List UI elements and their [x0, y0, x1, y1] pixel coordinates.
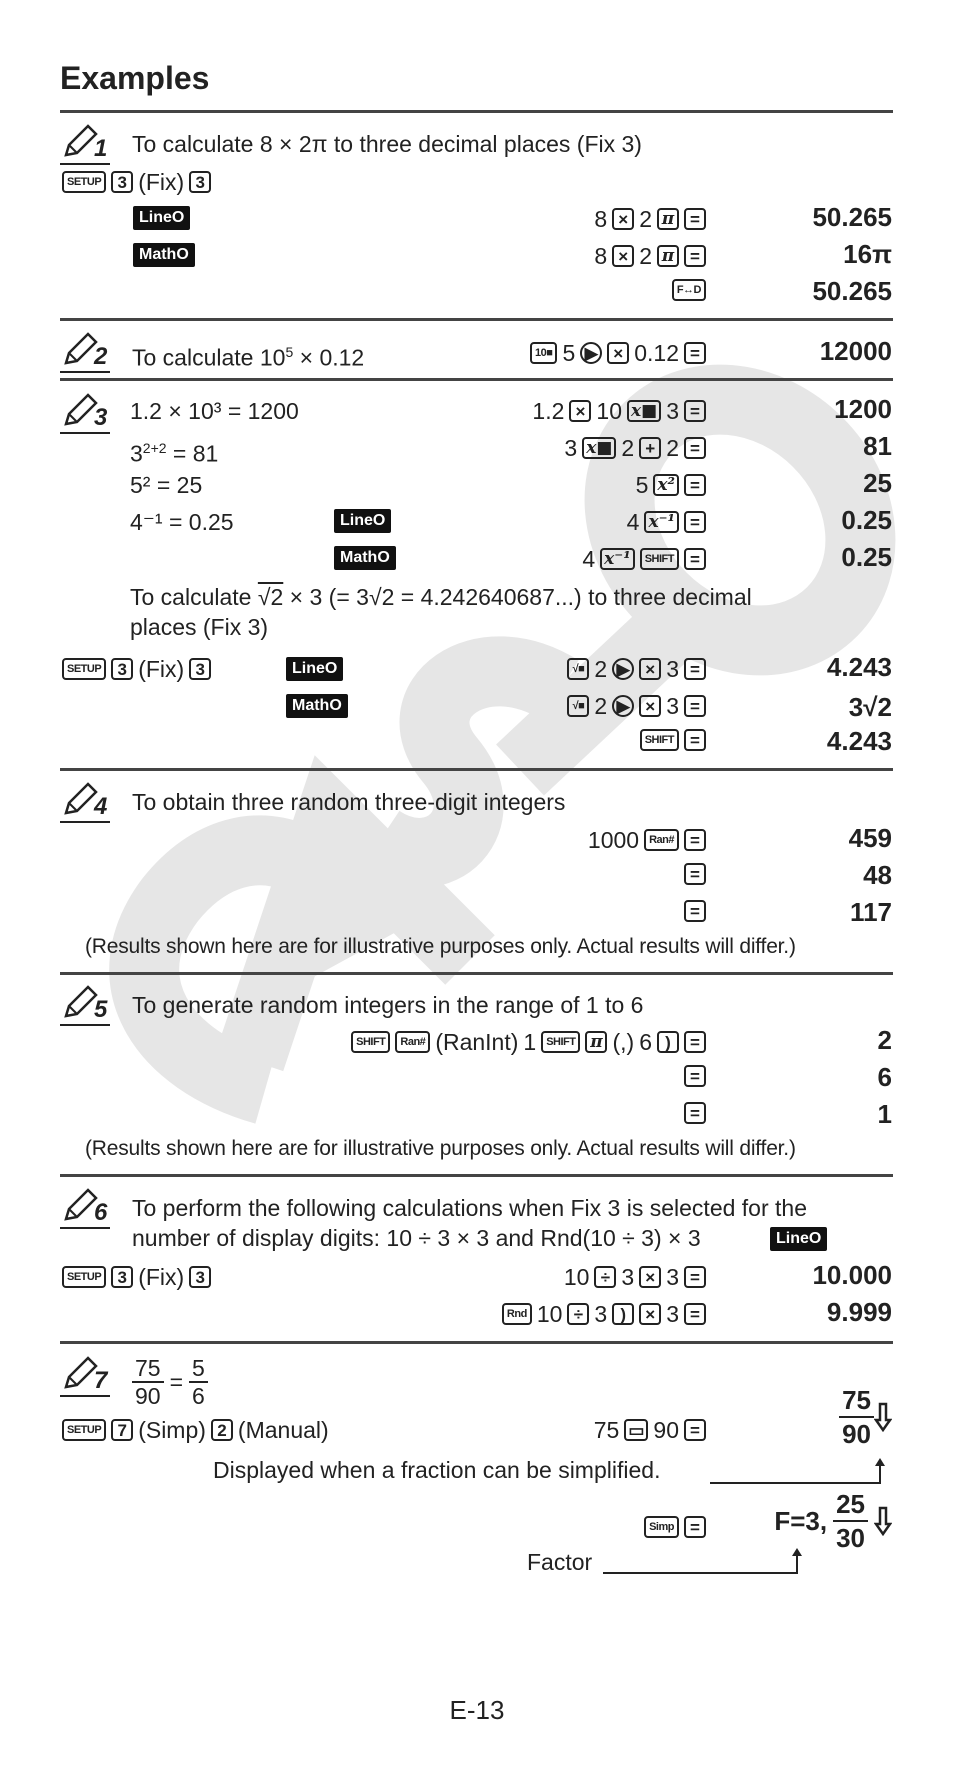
key-label: 3	[666, 693, 679, 719]
example-3-marker	[60, 392, 110, 432]
key-3[interactable]: 3	[189, 171, 211, 193]
numerator: 75	[839, 1384, 874, 1418]
example-3-keys-8	[640, 729, 706, 751]
numerator: 75	[132, 1355, 164, 1383]
equals-sign: =	[169, 1369, 184, 1395]
superscript: 5	[285, 344, 294, 360]
example-1-result-1: 50.265	[812, 202, 892, 232]
x-power-key[interactable]: x■	[582, 437, 616, 459]
pointer-arrow	[710, 1456, 890, 1486]
example-3-result-6: 4.243	[826, 652, 892, 682]
pi-key[interactable]: π	[585, 1031, 607, 1053]
equals-key[interactable]: =	[684, 400, 706, 422]
example-3-line-4: 4⁻¹ = 0.25	[130, 509, 234, 535]
right-arrow-key[interactable]: ▶	[612, 658, 634, 680]
fraction-key[interactable]: ▭	[624, 1419, 648, 1441]
example-2-marker	[60, 331, 110, 371]
multiply-key[interactable]: ×	[607, 342, 629, 364]
example-3-result-8: 4.243	[826, 726, 892, 756]
example-4-description: To obtain three random three-digit integers	[132, 789, 566, 815]
key-label: 10	[536, 1301, 563, 1327]
denominator: 30	[836, 1523, 865, 1553]
equals-key[interactable]: =	[684, 1031, 706, 1053]
simp-label: (Simp)	[138, 1417, 206, 1443]
simp-key[interactable]: Simp	[644, 1516, 679, 1538]
example-number: 7	[94, 1367, 108, 1394]
pointer-arrow	[603, 1546, 813, 1576]
ten-power-key[interactable]: 10■	[530, 342, 557, 364]
key-label: 0.12	[634, 340, 679, 366]
multiply-key[interactable]: ×	[612, 245, 634, 267]
equals-key[interactable]: =	[684, 342, 706, 364]
key-label: 2	[639, 243, 652, 269]
pi-key[interactable]: π	[657, 208, 679, 230]
x-inverse-key[interactable]: x⁻¹	[600, 548, 635, 570]
section-divider	[60, 318, 893, 321]
close-paren-key[interactable]: )	[612, 1303, 634, 1325]
key-label: 2	[594, 656, 608, 682]
desc-text: 3	[130, 440, 143, 467]
example-6-result-2: 9.999	[826, 1297, 892, 1327]
sqrt-expression: √2	[257, 584, 284, 610]
key-label: 2	[639, 206, 652, 232]
example-3-result-3: 25	[863, 468, 892, 498]
equals-key[interactable]: =	[684, 900, 706, 922]
example-5-result-2: 6	[877, 1062, 892, 1092]
matho-badge: MathO	[334, 546, 396, 570]
desc-text: To calculate 10	[132, 344, 286, 371]
desc-text: To calculate	[130, 584, 258, 610]
key-label: 10	[596, 398, 622, 424]
ranint-label: (RanInt)	[435, 1029, 519, 1055]
key-label: 3	[564, 435, 578, 461]
fraction	[132, 1355, 164, 1409]
example-3-result-2: 81	[863, 431, 892, 461]
page-title: Examples	[60, 60, 210, 96]
example-5-result-1: 2	[877, 1025, 892, 1055]
example-4-result-2: 48	[863, 860, 892, 890]
desc-text: × 3 (= 3√2 = 4.242640687...) to three decimal	[283, 584, 752, 610]
equals-key[interactable]: =	[684, 863, 706, 885]
factor-label: Factor	[527, 1549, 593, 1575]
equals-key[interactable]: =	[684, 829, 706, 851]
multiply-key[interactable]: ×	[639, 695, 661, 717]
shift-key[interactable]: SHIFT	[351, 1031, 390, 1053]
key-label: 4	[582, 546, 596, 572]
matho-badge: MathO	[133, 243, 195, 267]
key-3[interactable]: 3	[189, 1266, 211, 1288]
example-4-note: (Results shown here are for illustrative purposes only. Actual results will differ.)	[85, 935, 796, 958]
fix-label: (Fix)	[138, 656, 185, 682]
ran-key[interactable]: Ran#	[395, 1031, 430, 1053]
factor-value: F=3,	[774, 1505, 828, 1536]
example-6-marker	[60, 1187, 110, 1227]
fix-label: (Fix)	[138, 1264, 185, 1290]
example-3-setup-keys	[62, 655, 211, 683]
example-5-keys-3	[684, 1102, 706, 1124]
key-label: 2	[666, 435, 679, 461]
key-2[interactable]: 2	[211, 1419, 233, 1441]
example-3-line-3: 5² = 25	[130, 472, 203, 498]
example-1-result-2: 16π	[843, 239, 892, 269]
key-3[interactable]: 3	[111, 658, 133, 680]
example-4-keys-2	[684, 863, 706, 885]
example-4-keys-1	[588, 826, 706, 854]
lineo-badge: LineO	[334, 509, 391, 533]
example-7-result-2	[774, 1488, 892, 1554]
lineo-badge: LineO	[770, 1227, 827, 1251]
equals-key[interactable]: =	[684, 695, 706, 717]
x-power-key[interactable]: x■	[627, 400, 661, 422]
example-1-setup-keys	[62, 168, 211, 196]
simplify-indicator-icon	[874, 1506, 892, 1536]
fraction	[839, 1384, 874, 1450]
example-2-description	[132, 338, 364, 372]
shift-key[interactable]: SHIFT	[640, 548, 679, 570]
example-5-description: To generate random integers in the range of 1 to 6	[132, 992, 644, 1018]
example-number: 6	[94, 1199, 108, 1226]
example-6-description-1: To perform the following calculations when Fix 3 is selected for the	[132, 1195, 807, 1221]
key-label: 2	[594, 693, 608, 719]
key-label: 75	[593, 1417, 620, 1443]
example-3-result-4: 0.25	[841, 505, 892, 535]
setup-key[interactable]: SETUP	[62, 658, 106, 680]
denominator: 90	[842, 1419, 871, 1449]
sqrt-key[interactable]: √■	[567, 658, 589, 680]
manual-label: (Manual)	[237, 1417, 329, 1443]
example-5-keys-1	[351, 1028, 706, 1056]
example-3-result-5: 0.25	[841, 542, 892, 572]
example-3-result-7: 3√2	[848, 692, 892, 722]
equals-key[interactable]: =	[684, 1303, 706, 1325]
key-label: 3	[666, 1264, 679, 1290]
example-7-keys-1	[594, 1416, 706, 1444]
example-5-result-3: 1	[877, 1099, 892, 1129]
key-label: 2	[621, 435, 635, 461]
key-label: 1000	[587, 827, 640, 853]
simplify-indicator-icon	[874, 1402, 892, 1432]
equals-key[interactable]: =	[684, 208, 706, 230]
key-3[interactable]: 3	[111, 1266, 133, 1288]
key-label: 1	[523, 1029, 537, 1055]
example-3-description-2	[130, 583, 752, 611]
sqrt-key[interactable]: √■	[567, 695, 589, 717]
example-number: 4	[94, 793, 108, 820]
lineo-badge: LineO	[286, 657, 343, 681]
denominator: 6	[192, 1383, 205, 1409]
example-6-description-2: number of display digits: 10 ÷ 3 × 3 and Rnd(10 ÷ 3) × 3	[132, 1225, 701, 1251]
example-3-keys-4	[627, 508, 706, 536]
example-2-keys	[530, 339, 706, 367]
example-3-line-2	[130, 434, 218, 468]
key-3[interactable]: 3	[189, 658, 211, 680]
key-label: 5	[635, 472, 649, 498]
example-3-keys-3	[636, 471, 706, 499]
example-number: 3	[94, 404, 108, 431]
key-label: 3	[666, 656, 679, 682]
key-label: 1.2	[532, 398, 565, 424]
right-arrow-key[interactable]: ▶	[612, 695, 634, 717]
example-7-result-1	[839, 1384, 892, 1450]
denominator: 90	[135, 1383, 161, 1409]
example-6-keys-2	[502, 1300, 706, 1328]
key-label: 90	[653, 1417, 679, 1443]
example-number: 2	[94, 343, 108, 370]
key-label: 3	[666, 1301, 679, 1327]
equals-key[interactable]: =	[684, 511, 706, 533]
multiply-key[interactable]: ×	[639, 1266, 661, 1288]
key-7[interactable]: 7	[111, 1419, 133, 1441]
example-3-keys-2	[564, 434, 706, 462]
key-label: 3	[621, 1264, 635, 1290]
multiply-key[interactable]: ×	[569, 400, 591, 422]
equals-key[interactable]: =	[684, 1065, 706, 1087]
multiply-key[interactable]: ×	[612, 208, 634, 230]
example-3-result-1: 1200	[834, 394, 892, 424]
example-7-marker	[60, 1355, 110, 1395]
section-divider	[60, 378, 893, 381]
divide-key[interactable]: ÷	[567, 1303, 589, 1325]
key-label: 4	[626, 509, 640, 535]
fd-key[interactable]: F↔D	[672, 279, 706, 301]
example-1-keys-row2	[594, 242, 706, 270]
key-label: 8	[594, 243, 608, 269]
pi-key[interactable]: π	[657, 245, 679, 267]
example-3-description-3: places (Fix 3)	[130, 614, 269, 640]
multiply-key[interactable]: ×	[639, 1303, 661, 1325]
section-divider	[60, 1341, 893, 1344]
key-label: 10	[563, 1264, 590, 1290]
example-4-keys-3	[684, 900, 706, 922]
example-5-note: (Results shown here are for illustrative purposes only. Actual results will differ.)	[85, 1137, 796, 1160]
equals-key[interactable]: =	[684, 1419, 706, 1441]
key-label: 5	[562, 340, 576, 366]
key-3[interactable]: 3	[111, 171, 133, 193]
equals-key[interactable]: =	[684, 658, 706, 680]
numerator: 5	[189, 1355, 208, 1383]
example-7-note-1: Displayed when a fraction can be simplified.	[213, 1457, 661, 1483]
fraction	[189, 1355, 208, 1409]
rnd-key[interactable]: Rnd	[502, 1303, 532, 1325]
plus-key[interactable]: +	[639, 437, 661, 459]
example-1-description: To calculate 8 × 2π to three decimal places (Fix 3)	[132, 131, 642, 157]
equals-key[interactable]: =	[684, 1102, 706, 1124]
section-divider	[60, 1174, 893, 1177]
example-7-keys-2	[644, 1516, 706, 1538]
example-5-keys-2	[684, 1065, 706, 1087]
x-squared-key[interactable]: x²	[653, 474, 679, 496]
setup-key[interactable]: SETUP	[62, 1419, 106, 1441]
example-1-keys-row1	[594, 205, 706, 233]
comma-label: (,)	[612, 1029, 635, 1055]
example-6-setup-keys	[62, 1263, 211, 1291]
example-3-line-1: 1.2 × 10³ = 1200	[130, 398, 299, 424]
matho-badge: MathO	[286, 694, 348, 718]
example-3-keys-6	[567, 655, 706, 683]
equals-key[interactable]: =	[684, 1266, 706, 1288]
desc-text: = 81	[166, 440, 219, 467]
key-label: 3	[666, 398, 679, 424]
example-3-keys-7	[567, 692, 706, 720]
close-paren-key[interactable]: )	[657, 1031, 679, 1053]
key-label: 6	[639, 1029, 652, 1055]
multiply-key[interactable]: ×	[639, 658, 661, 680]
equals-key[interactable]: =	[684, 437, 706, 459]
example-4-result-3: 117	[850, 897, 892, 927]
example-3-keys-5	[582, 545, 706, 573]
equals-key[interactable]: =	[684, 1516, 706, 1538]
section-divider	[60, 768, 893, 771]
page-number: E-13	[449, 1695, 505, 1725]
example-4-result-1: 459	[848, 823, 892, 853]
example-7-fraction-equation	[132, 1355, 208, 1409]
setup-key[interactable]: SETUP	[62, 171, 106, 193]
example-1-marker	[60, 123, 110, 163]
shift-key[interactable]: SHIFT	[640, 729, 679, 751]
shift-key[interactable]: SHIFT	[541, 1031, 580, 1053]
equals-key[interactable]: =	[684, 548, 706, 570]
example-7-setup-keys	[62, 1416, 329, 1444]
lineo-badge: LineO	[133, 206, 190, 230]
example-6-keys-1	[564, 1263, 706, 1291]
example-6-result-1: 10.000	[812, 1260, 892, 1290]
x-inverse-key[interactable]: x⁻¹	[644, 511, 679, 533]
divide-key[interactable]: ÷	[594, 1266, 616, 1288]
section-divider	[60, 110, 893, 113]
section-divider	[60, 972, 893, 975]
fix-label: (Fix)	[138, 169, 185, 195]
right-arrow-key[interactable]: ▶	[580, 342, 602, 364]
ran-key[interactable]: Ran#	[644, 829, 679, 851]
example-5-marker	[60, 984, 110, 1024]
fraction	[833, 1488, 868, 1554]
example-2-result: 12000	[819, 336, 892, 366]
example-number: 1	[94, 135, 108, 162]
key-label: 8	[594, 206, 608, 232]
example-3-keys-1	[532, 397, 706, 425]
equals-key[interactable]: =	[684, 474, 706, 496]
equals-key[interactable]: =	[684, 729, 706, 751]
example-1-keys-row3	[672, 279, 706, 301]
example-1-result-3: 50.265	[812, 276, 892, 306]
example-4-marker	[60, 781, 110, 821]
setup-key[interactable]: SETUP	[62, 1266, 106, 1288]
equals-key[interactable]: =	[684, 245, 706, 267]
key-label: 3	[594, 1301, 608, 1327]
numerator: 25	[833, 1488, 868, 1522]
example-number: 5	[94, 996, 108, 1023]
superscript: 2+2	[142, 440, 167, 456]
desc-text: × 0.12	[293, 344, 365, 371]
